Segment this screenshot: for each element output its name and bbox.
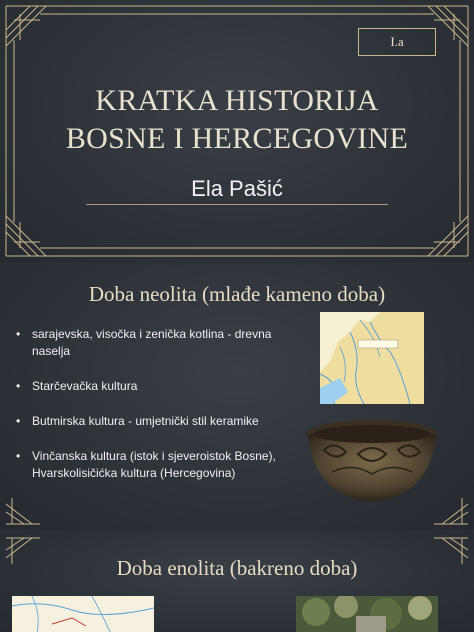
author-name: Ela Pašić (191, 176, 283, 201)
corner-ornament-bottom-right (428, 216, 468, 256)
bullet-list (16, 326, 306, 500)
author-divider (86, 204, 388, 205)
butmir-pottery-image (302, 414, 442, 506)
title-line-1: KRATKA HISTORIJA (95, 84, 379, 117)
title-line-2: BOSNE I HERCEGOVINE (65, 122, 409, 155)
presentation-title (30, 82, 444, 158)
corner-ornament-bottom-left (6, 498, 40, 524)
title-slide (0, 0, 474, 262)
neolithic-map-image (320, 312, 424, 404)
slide-title: Doba enolita (bakreno doba) (116, 556, 358, 580)
archaeological-site-photo (296, 596, 438, 632)
slide-title: Doba neolita (mlađe kameno doba) (88, 282, 386, 306)
list-item: • Butmirska kultura - umjetnički stil keramike (16, 413, 306, 430)
corner-ornament-bottom-left (6, 216, 46, 256)
list-item: • Vinčanska kultura (istok i sjeveroistok Bosne), Hvarskolisičićka kultura (Hercegovina) (16, 448, 306, 482)
eneolithic-slide (0, 532, 474, 632)
corner-ornament-top-left (6, 6, 46, 46)
eneolithic-map-image (12, 596, 154, 632)
slide-badge: I.a (358, 28, 436, 56)
list-item: • Starčevačka kultura (16, 378, 306, 395)
list-item: • sarajevska, visočka i zenička kotlina - drevna naselja (16, 326, 306, 360)
neolithic-slide (0, 264, 474, 530)
